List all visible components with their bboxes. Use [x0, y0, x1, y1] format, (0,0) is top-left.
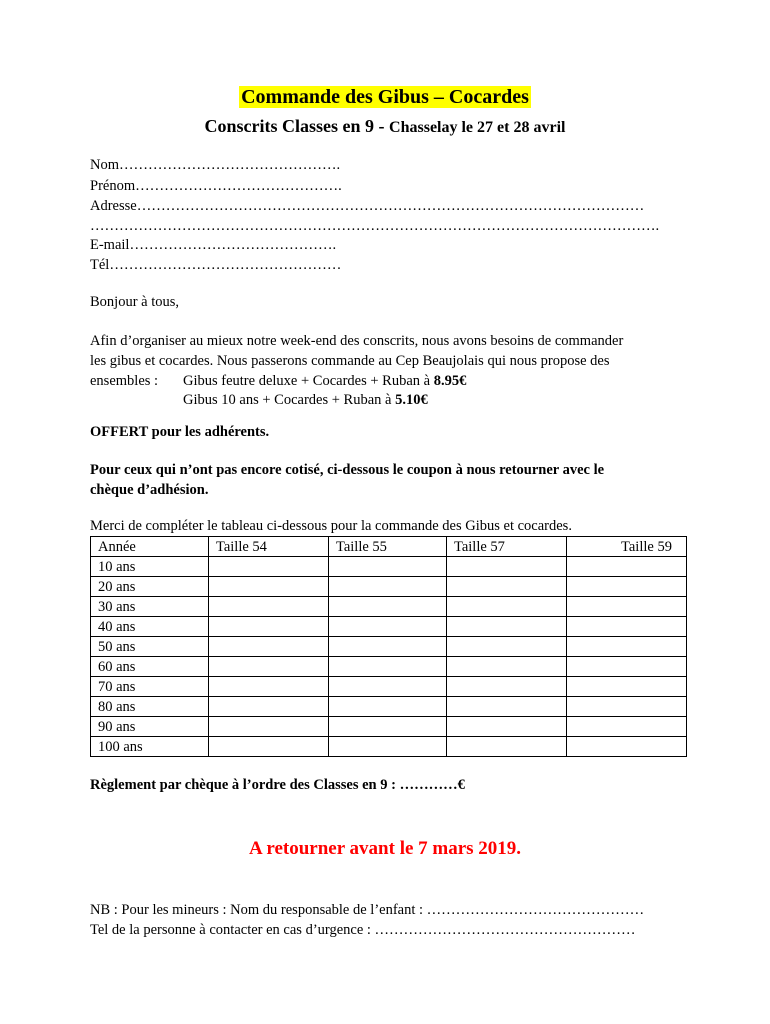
row-annee-label: 90 ans — [91, 717, 209, 737]
header-taille-57: Taille 57 — [447, 537, 567, 557]
quantity-cell[interactable] — [209, 637, 329, 657]
table-row — [91, 677, 687, 697]
quantity-cell[interactable] — [567, 677, 687, 697]
quantity-cell[interactable] — [209, 737, 329, 757]
order-table — [90, 536, 687, 757]
quantity-cell[interactable] — [567, 657, 687, 677]
document-title: Commande des Gibus – Cocardes — [241, 86, 529, 108]
reglement-line: Règlement par chèque à l’ordre des Classes en 9 : …………€ — [90, 777, 465, 793]
header-annee: Année — [91, 537, 209, 557]
quantity-cell[interactable] — [447, 717, 567, 737]
quantity-cell[interactable] — [329, 577, 447, 597]
quantity-cell[interactable] — [567, 637, 687, 657]
document-subtitle — [0, 116, 770, 137]
subtitle-place: Chasselay le 27 et 28 avril — [389, 119, 566, 136]
adresse-line-2: ………………………………………………………………………………………………………. — [90, 218, 660, 234]
quantity-cell[interactable] — [447, 637, 567, 657]
quantity-cell[interactable] — [329, 717, 447, 737]
quantity-cell[interactable] — [329, 597, 447, 617]
quantity-cell[interactable] — [567, 597, 687, 617]
tel-line: Tél………………………………………… — [90, 257, 342, 273]
table-row — [91, 657, 687, 677]
offer-10ans: Gibus 10 ans + Cocardes + Ruban à 5.10€ — [183, 392, 428, 408]
row-annee-label: 40 ans — [91, 617, 209, 637]
quantity-cell[interactable] — [567, 557, 687, 577]
quantity-cell[interactable] — [447, 737, 567, 757]
quantity-cell[interactable] — [209, 597, 329, 617]
quantity-cell[interactable] — [447, 697, 567, 717]
ensembles-label: ensembles : — [90, 373, 159, 389]
quantity-cell[interactable] — [329, 637, 447, 657]
offert-notice: OFFERT pour les adhérents. — [90, 424, 270, 440]
prenom-line: Prénom……………………………………. — [90, 178, 342, 194]
email-line: E-mail……………………………………. — [90, 237, 337, 253]
greeting: Bonjour à tous, — [90, 294, 180, 310]
quantity-cell[interactable] — [209, 677, 329, 697]
row-annee-label: 30 ans — [91, 597, 209, 617]
row-annee-label: 10 ans — [91, 557, 209, 577]
quantity-cell[interactable] — [209, 697, 329, 717]
row-annee-label: 100 ans — [91, 737, 209, 757]
quantity-cell[interactable] — [447, 617, 567, 637]
table-row — [91, 557, 687, 577]
quantity-cell[interactable] — [329, 677, 447, 697]
adresse-line: Adresse…………………………………………………………………………………………… — [90, 198, 645, 214]
table-row — [91, 597, 687, 617]
quantity-cell[interactable] — [209, 617, 329, 637]
offer-deluxe-price: 8.95€ — [433, 373, 467, 389]
intro-line-2: les gibus et cocardes. Nous passerons commande au Cep Beaujolais qui nous propose des — [90, 353, 610, 369]
merci-instruction: Merci de compléter le tableau ci-dessous pour la commande des Gibus et cocardes. — [90, 518, 572, 534]
quantity-cell[interactable] — [447, 557, 567, 577]
quantity-cell[interactable] — [329, 617, 447, 637]
header-taille-55: Taille 55 — [329, 537, 447, 557]
row-annee-label: 50 ans — [91, 637, 209, 657]
table-row — [91, 717, 687, 737]
quantity-cell[interactable] — [209, 717, 329, 737]
quantity-cell[interactable] — [447, 597, 567, 617]
quantity-cell[interactable] — [447, 657, 567, 677]
table-header-row — [91, 537, 687, 557]
quantity-cell[interactable] — [329, 557, 447, 577]
table-row — [91, 617, 687, 637]
offer-10ans-price: 5.10€ — [395, 392, 428, 408]
quantity-cell[interactable] — [329, 697, 447, 717]
row-annee-label: 70 ans — [91, 677, 209, 697]
tel-urgence-line: Tel de la personne à contacter en cas d’urgence : ……………………………………………… — [90, 922, 636, 938]
quantity-cell[interactable] — [209, 557, 329, 577]
quantity-cell[interactable] — [329, 657, 447, 677]
table-row — [91, 697, 687, 717]
intro-line-1: Afin d’organiser au mieux notre week-end des conscrits, nous avons besoins de commander — [90, 333, 624, 349]
subtitle-main: Conscrits Classes en 9 - — [204, 116, 390, 136]
table-row — [91, 737, 687, 757]
quantity-cell[interactable] — [329, 737, 447, 757]
quantity-cell[interactable] — [567, 577, 687, 597]
quantity-cell[interactable] — [209, 577, 329, 597]
nom-line: Nom………………………………………. — [90, 157, 341, 173]
row-annee-label: 80 ans — [91, 697, 209, 717]
header-taille-59: Taille 59 — [567, 537, 687, 557]
quantity-cell[interactable] — [567, 737, 687, 757]
header-taille-54: Taille 54 — [209, 537, 329, 557]
cotise-line-1: Pour ceux qui n’ont pas encore cotisé, ci-dessous le coupon à nous retourner avec le — [90, 462, 605, 478]
quantity-cell[interactable] — [567, 697, 687, 717]
offer-deluxe: Gibus feutre deluxe + Cocardes + Ruban à 8.95€ — [183, 373, 467, 389]
quantity-cell[interactable] — [567, 717, 687, 737]
row-annee-label: 20 ans — [91, 577, 209, 597]
quantity-cell[interactable] — [209, 657, 329, 677]
nb-minors-line: NB : Pour les mineurs : Nom du responsable de l’enfant : ……………………………………… — [90, 902, 645, 918]
table-row — [91, 637, 687, 657]
deadline-notice: A retourner avant le 7 mars 2019. — [248, 838, 522, 859]
quantity-cell[interactable] — [447, 577, 567, 597]
quantity-cell[interactable] — [567, 617, 687, 637]
row-annee-label: 60 ans — [91, 657, 209, 677]
cotise-line-2: chèque d’adhésion. — [90, 482, 209, 498]
quantity-cell[interactable] — [447, 677, 567, 697]
table-row — [91, 577, 687, 597]
